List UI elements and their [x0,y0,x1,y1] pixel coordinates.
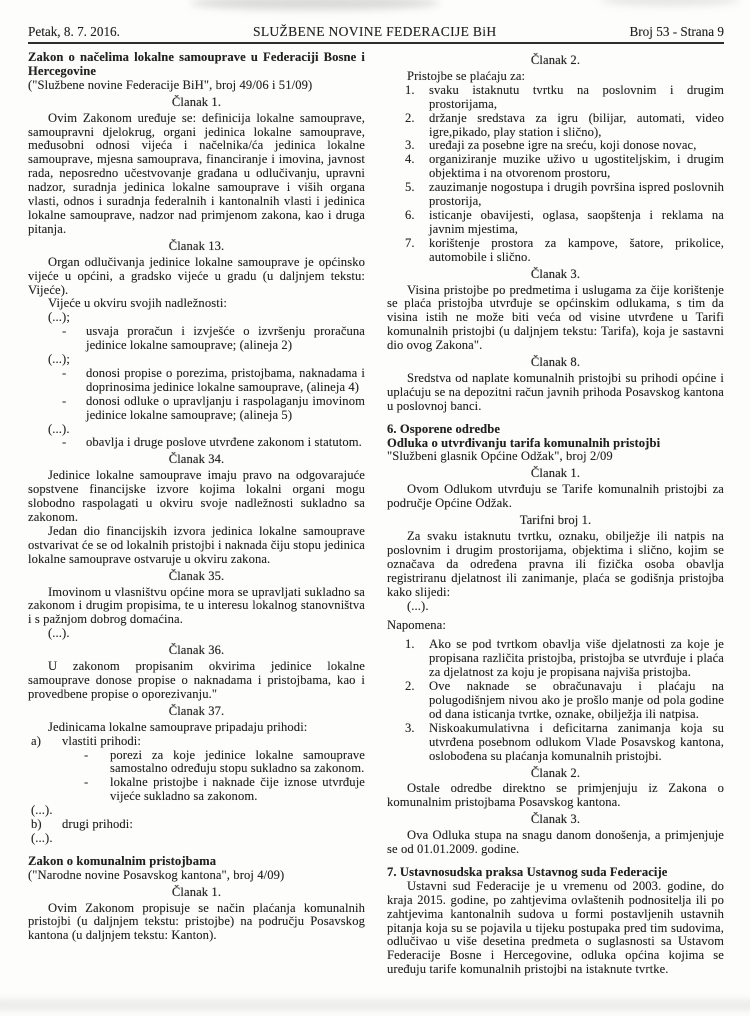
paragraph: Jedinice lokalne samouprave imaju pravo na odgovarajuće sopstvene financijske izvore kojima lokalni organi mogu slobodno raspolagati u okviru svoje nadležnosti sukladno sa zakonom. [28,468,365,524]
list-item-text: korištenje prostora za kampove, šatore, prikolice, automobile i slično. [429,235,724,264]
list-item-text: Ove naknade se obračunavaju i plaćaju na polugodišnjem nivou ako je prošlo manje od pola godine od dana isticanja tvrtke, oznake, obilježja ili natpisa. [429,679,724,721]
list-item-text: vlastiti prihodi: [62,733,142,748]
list-item-text: držanje sredstava za igru (bilijar, automati, video igre,pikado, play station i slično), [429,110,724,139]
article-heading: Članak 1. [171,94,222,109]
article-heading: Tarifni broj 1. [519,513,592,528]
header-gazette-title: SLUŽBENE NOVINE FEDERACIJE BiH [252,24,497,39]
list-intro: Vijeće u okviru svojih nadležnosti: [48,296,228,311]
omission-mark: (...). [48,421,70,436]
list-marker: 2. [405,679,415,694]
note-label: Napomena: [387,618,446,633]
article-heading: Članak 34. [168,452,225,467]
list-item-text: lokalne pristojbe i naknade čije iznose utvrđuje vijeće sukladno sa zakonom. [110,775,365,804]
article-heading: Članak 13. [168,238,225,253]
dash-list-item [28,436,365,450]
article-heading: Članak 35. [168,568,225,583]
omission-mark: (...). [407,598,429,613]
list-marker: 3. [405,138,415,153]
list-item-text: isticanje obavijesti, oglasa, saopštenja i reklama na javnim mjestima, [429,207,724,236]
article-heading: Članak 8. [530,355,581,370]
list-item-text: porezi za koje jedinice lokalne samouprave samostalno određuju stopu sukladno sa zakonom. [110,747,365,776]
omission-mark: (...); [48,352,70,367]
header-rule [28,42,724,44]
article-heading: Članak 1. [171,884,222,899]
source-reference: ("Narodne novine Posavskog kantona", broj 4/09) [28,867,285,882]
paragraph: Ovom Odlukom utvrđuju se Tarife komunalnih pristojbi za područje Općine Odžak. [387,482,724,511]
list-item-text: obavlja i druge poslove utvrđene zakonom i statutom. [86,435,362,450]
paragraph: Organ odlučivanja jedinice lokalne samouprave je općinsko vijeće u općini, a gradsko vijeće u gradu (u daljnjem tekstu: Vijeće). [28,254,365,297]
list-item-text: donosi propise o porezima, pristojbama, naknadama i doprinosima jedinice lokalne samouprave, (alineja 4) [86,365,365,394]
list-marker: - [84,775,89,790]
list-item-text: uređaji za posebne igre na sreću, koji donose novac, [429,138,697,153]
list-marker: 4. [405,152,415,167]
paragraph: Za svaku istaknutu tvrtku, oznaku, obilježje ili natpis na poslovnim i drugim prostorijama, objektima i slično, kojim se označava da određena pravna ili fizička osoba obavlja registriranu djelatnost ili zanimanje, plaća se godišnja pristojba kako slijedi: [387,529,724,599]
list-marker: 1. [405,82,415,97]
list-marker: 7. [405,235,415,250]
lettered-list-item [28,735,365,749]
numbered-list-item [387,84,724,112]
omission-mark: (...). [31,803,53,818]
list-marker: a) [31,733,41,748]
article-heading: Članak 1. [530,466,581,481]
list-item-text: usvaja proračun i izvješće o izvršenju proračuna jedinice lokalne samouprave; (alineja 2) [86,324,365,353]
list-item-text: Niskoakumulativna i deficitarna zanimanja koja su utvrđena posebnom odlukom Vlade Posavskog kantona, oslobođena su plaćanja komunalnih pristojbi. [429,720,724,763]
list-marker: 3. [405,720,415,735]
right-column [387,49,724,977]
section-title: Odluka o utvrđivanju tarifa komunalnih pristojbi [387,435,661,450]
numbered-list-item [387,112,724,140]
numbered-list-item [387,237,724,265]
paragraph: Ostale odredbe direktno se primjenjuju iz Zakona o komunalnim pristojbama Posavskog kantona. [387,781,724,810]
list-item-text: zauzimanje nogostupa i drugih površina ispred poslovnih prostorija, [429,180,724,209]
list-marker: 6. [405,207,415,222]
list-marker: - [62,365,67,380]
article-heading: Članak 2. [530,765,581,780]
article-heading: Članak 3. [530,812,581,827]
article-heading: Članak 2. [530,53,581,67]
article-heading: Članak 3. [530,266,581,281]
paragraph: U zakonom propisanim okvirima jedinice lokalne samouprave donose propise o naknadama i pristojbama, kao i provedbene propise o oporezivanju." [28,659,365,701]
paragraph: Ova Odluka stupa na snagu danom donošenja, a primjenjuje se od 01.01.2009. godine. [387,828,724,857]
dash-list-item [28,367,365,395]
article-heading: Članak 37. [168,703,225,718]
numbered-list-item [387,209,724,237]
section-title: 6. Osporene odredbe [387,421,501,436]
list-marker: - [62,393,67,408]
list-marker: 5. [405,180,415,195]
paragraph: Sredstva od naplate komunalnih pristojbi su prihodi općine i uplaćuju se na depozitni račun javnih prihoda Posavskog kantona u poslovnoj banci. [387,370,724,413]
nested-dash-list-item [28,776,365,804]
left-column [28,49,365,977]
numbered-list-item [387,139,724,153]
omission-mark: (...). [48,626,70,641]
numbered-list-item [387,638,724,680]
numbered-list-item [387,181,724,209]
source-reference: ("Službene novine Federacije BiH", broj 49/06 i 51/09) [28,77,313,92]
list-intro: Pristojbe se plaćaju za: [407,68,526,83]
list-marker: 1. [405,637,415,652]
list-item-text: organiziranje muzike uživo u ugostiteljskim, i drugim objektima i na otvorenom prostoru, [429,152,724,181]
list-intro: Jedinicama lokalne samouprave pripadaju prihodi: [48,719,308,734]
header-date: Petak, 8. 7. 2016. [28,24,120,39]
paragraph: Ovim Zakonom uređuje se: definicija lokalne samouprave, samoupravni djelokrug, organi jedinica lokalne samouprave, međusobni odnosi vijeća i načelnika/ća jedinica lokalne samouprave, mjesna samouprava, financiranje i imovina, javnost rada, neposredno učestvovanje građana u odlučivanju, upravni nadzor, suradnja jedinica lokalne samouprave i viših organa vlasti, odnos i suradnja federalnih i kantonalnih vlasti i jedinica lokalne samouprave, nadzor nad primjenom zakona, kao i druga pitanja. [28,110,365,236]
list-marker: b) [31,817,42,832]
list-marker: - [84,747,89,762]
omission-mark: (...). [31,830,53,845]
header-issue-page: Broj 53 - Strana 9 [629,24,724,39]
list-marker: - [62,435,67,450]
numbered-list-item [387,153,724,181]
source-reference: "Službeni glasnik Općine Odžak", broj 2/09 [387,449,613,464]
list-marker: - [62,324,67,339]
paragraph: Ustavni sud Federacije je u vremenu od 2003. godine, do kraja 2015. godine, po zahtjevima ovlaštenih podnositelja ili po zahtjevima kantonalnih sudova u formi postavljenih ustavnih pitanja koja su se pojavila u tijeku postupaka pred tim sudovima, odlučivao u više desetina predmeta o suglasnosti sa Ustavom Federacije Bosne i Hercegovine, odluka općina kojima se uređuju tarife komunalnih pristojbi na istaknute tvrtke. [387,878,724,977]
article-heading: Članak 36. [168,643,225,658]
paragraph: Visina pristojbe po predmetima i uslugama za čije korištenje se plaća pristojba utvrđuje se općinskim odlukama, s tim da visina istih ne može biti veća od visine utvrđene u Tarifi komunalnih pristojbi (u daljnjem tekstu: Tarifa), koja je sastavni dio ovog Zakona". [387,282,724,353]
section-title: 7. Ustavnosudska praksa Ustavnog suda Federacije [387,864,668,879]
section-title: Zakon o načelima lokalne samouprave u Federaciji Bosne i Hercegovine [28,50,365,78]
scan-artifact [600,0,740,6]
list-item-text: donosi odluke o upravljanju i raspolaganju imovinom jedinice lokalne samouprave; (alineja 5) [86,393,365,422]
paragraph: Ovim Zakonom propisuje se način plaćanja komunalnih pristojbi (u daljnjem tekstu: pristojbe) na području Posavskog kantona (u daljnjem tekstu: Kanton). [28,900,365,943]
nested-dash-list-item [28,749,365,777]
page-header [28,24,724,39]
numbered-list-item [387,680,724,722]
list-item-text: svaku istaknutu tvrtku na poslovnim i drugim prostorijama, [429,82,724,111]
omission-mark: (...); [48,310,70,325]
list-item-text: Ako se pod tvrtkom obavlja više djelatnosti za koje je propisana različita pristojba, pristojba se utvrđuje i plaća za djelatnost za koju je propisana najviša pristojba. [429,637,724,680]
list-item-text: drugi prihodi: [62,817,134,832]
numbered-list-item [387,722,724,764]
list-marker: 2. [405,110,415,125]
dash-list-item [28,395,365,423]
section-title: Zakon o komunalnim pristojbama [28,853,217,868]
lettered-list-item [28,818,365,832]
scan-artifact [190,0,440,10]
dash-list-item [28,325,365,353]
paragraph: Jedan dio financijskih izvora jedinica lokalne samouprave ostvarivat će se od lokalnih pristojbi i naknada čiju stopu jedinica lokalne samouprave ostvaruje u okviru zakona. [28,523,365,566]
two-column-body [28,49,724,977]
paragraph: Imovinom u vlasništvu općine mora se upravljati sukladno sa zakonom i drugim propisima, te u interesu lokalnog stanovništva i s pažnjom dobrog domaćina. [28,584,365,627]
scan-artifact [0,1000,750,1010]
